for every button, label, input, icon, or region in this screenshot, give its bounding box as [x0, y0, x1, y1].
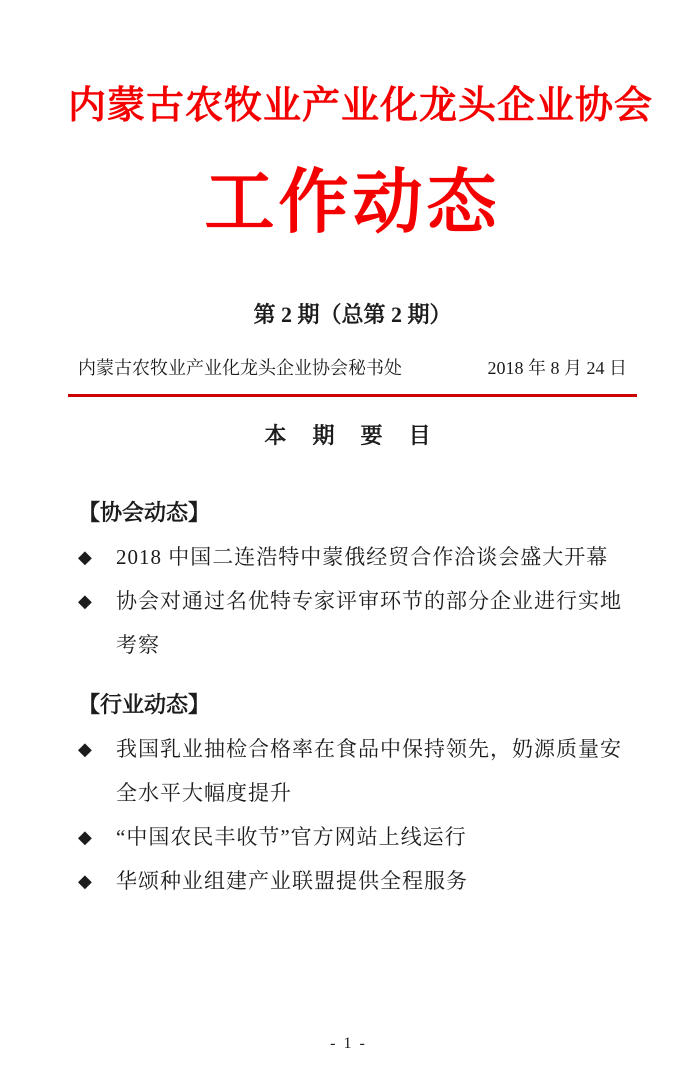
toc-section — [78, 683, 627, 903]
list-item — [78, 579, 627, 667]
toc-section — [78, 491, 627, 667]
list-item-text: 华颂种业组建产业联盟提供全程服务 — [116, 869, 468, 893]
diamond-bullet-icon: ◆ — [78, 591, 92, 611]
list-item-text: 2018 中国二连浩特中蒙俄经贸合作洽谈会盛大开幕 — [116, 545, 609, 569]
diamond-bullet-icon: ◆ — [78, 871, 92, 891]
org-title: 内蒙古农牧业产业化龙头企业协会 — [68, 85, 654, 127]
list-item-text: “中国农民丰收节”官方网站上线运行 — [116, 825, 467, 849]
publish-date: 2018 年 8 月 24 日 — [487, 358, 627, 378]
diamond-bullet-icon: ◆ — [78, 827, 92, 847]
diamond-bullet-icon: ◆ — [78, 547, 92, 567]
doc-title: 工作动态 — [204, 165, 501, 242]
list-item — [78, 535, 627, 579]
diamond-bullet-icon: ◆ — [78, 739, 92, 759]
publisher-name: 内蒙古农牧业产业化龙头企业协会秘书处 — [78, 358, 402, 378]
list-item-text: 协会对通过名优特专家评审环节的部分企业进行实地考察 — [116, 589, 622, 657]
publisher-row — [68, 356, 637, 380]
list-item — [78, 859, 627, 903]
section-header: 【行业动态】 — [78, 692, 211, 717]
list-item — [78, 727, 627, 815]
section-list — [78, 535, 627, 667]
section-list — [78, 727, 627, 903]
toc-title: 本 期 要 目 — [264, 423, 441, 448]
page-number: - 1 - — [330, 1035, 367, 1052]
red-divider-rule — [68, 394, 637, 397]
document-page — [0, 82, 697, 1076]
issue-line: 第 2 期（总第 2 期） — [253, 302, 452, 327]
toc-sections — [68, 491, 637, 903]
list-item — [78, 815, 627, 859]
list-item-text: 我国乳业抽检合格率在食品中保持领先，奶源质量安全水平大幅度提升 — [116, 737, 622, 805]
section-header: 【协会动态】 — [78, 500, 211, 525]
